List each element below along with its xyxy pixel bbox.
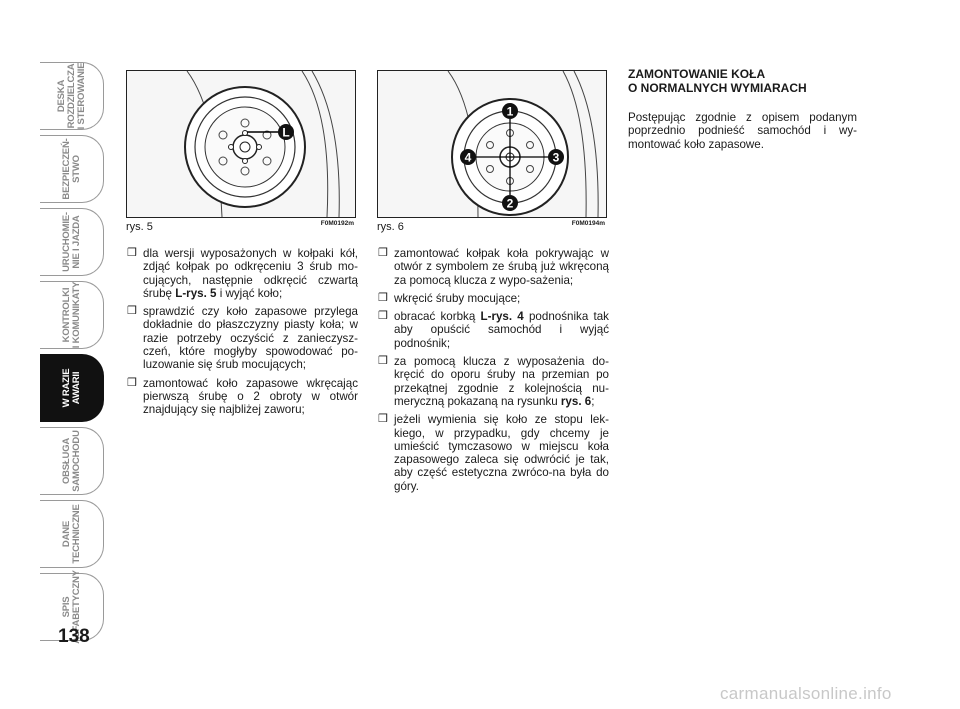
caption-rys6-code: F0M0194m — [571, 220, 605, 227]
list-item: ❒ jeżeli wymienia się koło ze stopu lek-kiego, w przypadku, gdy chcemy je umieścić tymczasowo w miejscu koła zapasowego zaleca się odwrócić je tak, aby część estetyczna zwróco-na była do góry. — [378, 413, 609, 493]
tab-bezpieczenstwo[interactable]: BEZPIECZEŃ- STWO — [40, 135, 104, 203]
marker-2-label: 2 — [506, 196, 514, 211]
figure-rys6 — [377, 70, 607, 218]
section-heading: ZAMONTOWANIE KOŁA O NORMALNYCH WYMIARACH — [628, 67, 807, 95]
marker-3-label: 3 — [552, 150, 560, 165]
checkbox-icon: ❒ — [127, 376, 137, 389]
tab-dane-techniczne[interactable]: DANE TECHNICZNE — [40, 500, 104, 568]
middle-column — [377, 247, 609, 498]
caption-rys6-label: rys. 6 — [377, 221, 404, 233]
tab-kontrolki[interactable]: KONTROLKI I KOMUNIKATY — [40, 281, 104, 349]
marker-l-label: L — [282, 125, 290, 140]
marker-4-label: 4 — [464, 150, 472, 165]
tab-w-razie-awarii[interactable]: W RAZIE AWARII — [40, 354, 104, 422]
list-item: ❒ wkręcić śruby mocujące; — [378, 291, 521, 305]
checkbox-icon: ❒ — [378, 291, 388, 304]
list-item: ❒ zamontować koło zapasowe wkręcając pierwszą śrubę o 2 obroty w otwór znajdujący się najbliżej zaworu; — [127, 376, 358, 417]
figure-rys5 — [126, 70, 356, 218]
caption-rys6 — [377, 221, 607, 233]
list-item: ❒ dla wersji wyposażonych w kołpaki kół, zdjąć kołpak po odkręceniu 3 śrub mo-cujących, następnie odkręcić czwartą śrubę L-rys. 5 i wyjąć koło; — [127, 247, 358, 300]
wheel-bolt-order-illustration — [378, 71, 606, 217]
checkbox-icon: ❒ — [127, 305, 137, 318]
tab-spis-alfabetyczny[interactable]: SPIS ALFABETYCZNY — [40, 573, 104, 641]
marker-1-label: 1 — [506, 104, 514, 119]
tab-deska-rozdzielcza[interactable]: DESKA ROZDZIELCZA I STEROWANIE — [40, 62, 104, 130]
tab-obsluga[interactable]: OBSŁUGA SAMOCHODU — [40, 427, 104, 495]
checkbox-icon: ❒ — [378, 413, 388, 426]
checkbox-icon: ❒ — [378, 247, 388, 259]
tab-uruchomienie[interactable]: URUCHOMIE- NIE I JAZDA — [40, 208, 104, 276]
list-item: ❒ za pomocą klucza z wyposażenia do-kręcić do oporu śruby na przemian po przekątnej zgodnie z kolejnością nu-meryczną pokazaną na rysunku rys. 6; — [378, 355, 609, 408]
wheel-hubcap-illustration — [127, 71, 355, 217]
caption-rys5-label: rys. 5 — [126, 221, 153, 233]
checkbox-icon: ❒ — [378, 310, 388, 323]
list-item: ❒ sprawdzić czy koło zapasowe przylega dokładnie do płaszczyzny piasty koła; w razie potrzeby oczyścić z zanieczysz-czeń, które mogłyby spowodować po-luzowanie się śrub mocujących; — [127, 305, 358, 372]
checkbox-icon: ❒ — [378, 355, 388, 368]
section-paragraph: Postępując zgodnie z opisem podanym poprzednio podnieść samochód i wy-montować koło zapasowe. — [628, 111, 857, 151]
checkbox-icon: ❒ — [127, 247, 137, 259]
watermark: carmanualsonline.info — [720, 684, 892, 703]
list-item: ❒ obracać korbką L-rys. 4 podnośnika tak aby opuścić samochód i wyjąć podnośnik; — [378, 310, 609, 350]
caption-rys5 — [126, 221, 356, 233]
page-number: 138 — [58, 626, 90, 647]
caption-rys5-code: F0M0192m — [320, 220, 354, 227]
left-column — [126, 247, 358, 422]
list-item: ❒ zamontować kołpak koła pokrywając w otwór z symbolem ze śrubą już wkręconą za pomocą klucza z wypo-sażenia; — [378, 247, 609, 287]
